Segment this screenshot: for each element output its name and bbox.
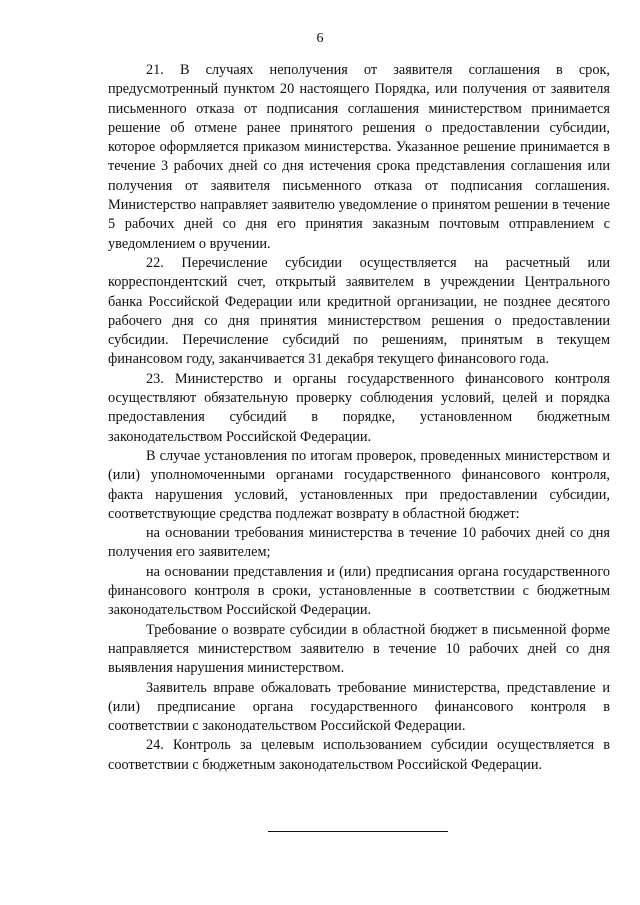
page-number: 6 bbox=[316, 31, 324, 46]
paragraph-21: 21. В случаях неполучения от заявителя соглашения в срок, предусмотренный пунктом 20 настоящего Порядка, или получения от заявителя письменного отказа от подписания соглашения министерством принимается решение об отмене ранее принятого решения о предоставлении субсидии, которое оформляется приказом министерства. Указанное решение принимается в течение 3 рабочих дней со дня истечения срока представления соглашения или получения от заявителя письменного отказа от подписания соглашения. Министерство направляет заявителю уведомление о принятом решении в течение 5 рабочих дней со дня его принятия заказным почтовым отправлением с уведомлением о вручении. bbox=[108, 62, 610, 252]
paragraph-ministry-requirement: на основании требования министерства в течение 10 рабочих дней со дня получения его заявителем; bbox=[108, 525, 610, 561]
paragraph-appeal-right: Заявитель вправе обжаловать требование министерства, представление и (или) предписание органа государственного финансового контроля в соответствии с законодательством Российской Федерации. bbox=[108, 679, 610, 735]
paragraph-24: 24. Контроль за целевым использованием субсидии осуществляется в соответствии с бюджетным законодательством Российской Федерации. bbox=[108, 737, 610, 773]
paragraph-22: 22. Перечисление субсидии осуществляется на расчетный или корреспондентский счет, открытый заявителем в учреждении Центрального банка Российской Федерации или кредитной организации, не позднее десятого рабочего дня со дня принятия министерством решения о предоставлении субсидии. Перечисление субсидий по решениям, принятым в текущем финансовом году, заканчивается 31 декабря текущего финансового года. bbox=[108, 254, 610, 368]
document-body bbox=[108, 61, 610, 775]
paragraph-return-demand: Требование о возврате субсидии в областной бюджет в письменной форме направляется министерством заявителю в течение 10 рабочих дней со дня выявления нарушения министерством. bbox=[108, 621, 610, 677]
paragraph-violation-case: В случае установления по итогам проверок, проведенных министерством и (или) уполномоченными органами государственного финансового контроля, факта нарушения условий, установленных при предоставлении субсидии, соответствующие средства подлежат возврату в областной бюджет: bbox=[108, 447, 610, 522]
paragraph-23: 23. Министерство и органы государственного финансового контроля осуществляют обязательную проверку соблюдения условий, целей и порядка предоставления субсидий в порядке, установленном бюджетным законодательством Российской Федерации. bbox=[108, 370, 610, 445]
paragraph-control-body-order: на основании представления и (или) предписания органа государственного финансового контроля в сроки, установленные в соответствии с бюджетным законодательством Российской Федерации. bbox=[108, 563, 610, 619]
end-divider bbox=[268, 831, 448, 832]
